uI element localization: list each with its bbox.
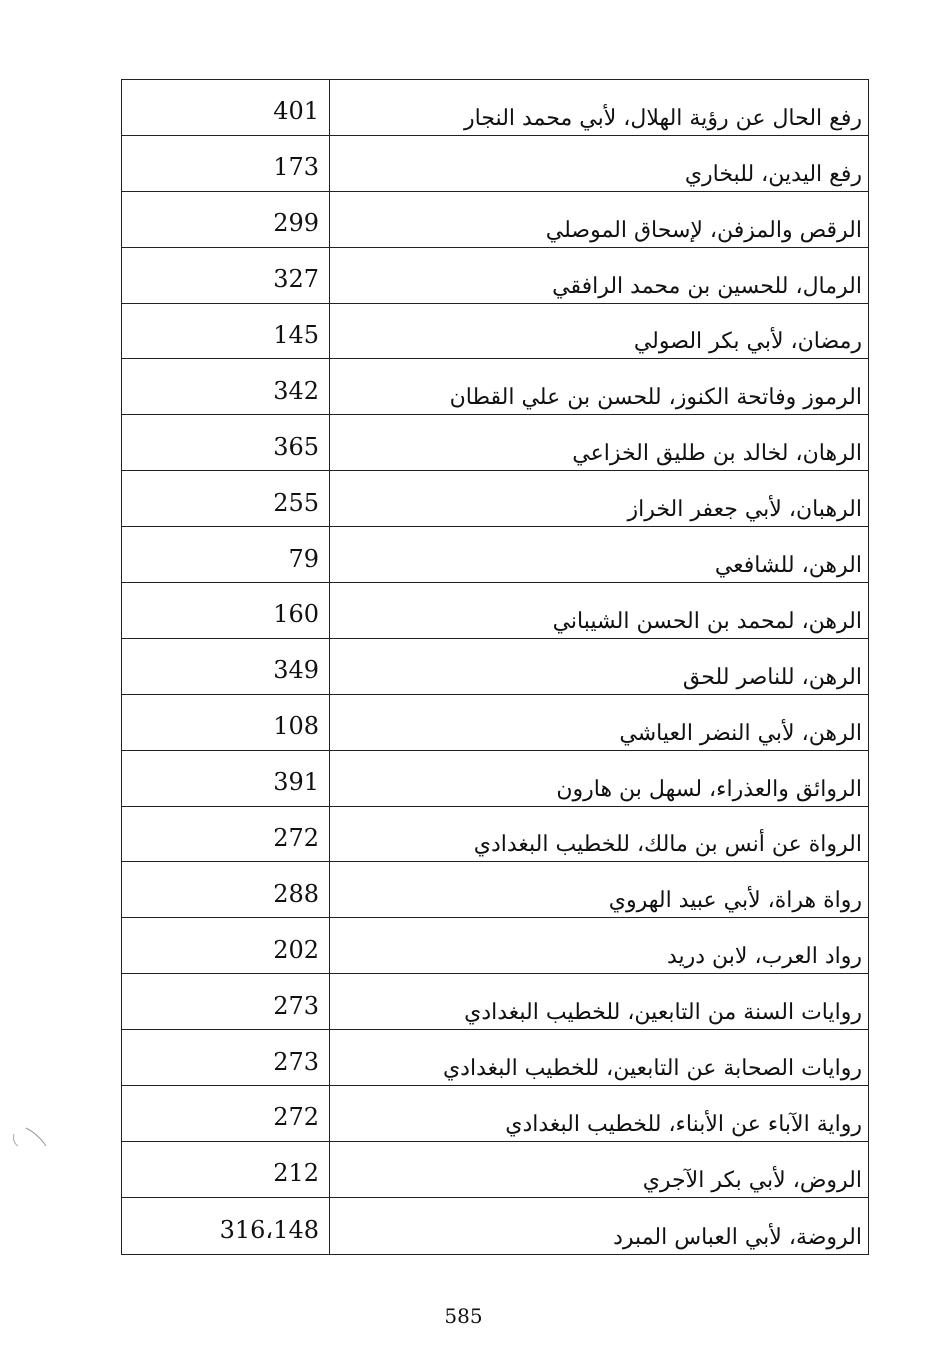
book-title: الرهن، للناصر للحق	[682, 664, 862, 690]
book-title: رواد العرب، لابن دريد	[666, 944, 862, 970]
book-title: الرهن، للشافعي	[714, 553, 862, 579]
page-ref: 212	[122, 1142, 330, 1197]
page-ref: 299	[122, 192, 330, 247]
book-title: الرواة عن أنس بن مالك، للخطيب البغدادي	[473, 832, 862, 858]
page-ref: 273	[122, 1030, 330, 1085]
page-ref: 145	[122, 304, 330, 359]
book-title: روايات الصحابة عن التابعين، للخطيب البغدادي	[442, 1056, 862, 1082]
table-row	[122, 527, 868, 583]
page-ref: 255	[122, 471, 330, 526]
book-title: رمضان، لأبي بكر الصولي	[633, 329, 862, 355]
page-ref: 160	[122, 583, 330, 638]
page-ref: 316،148	[122, 1198, 330, 1254]
table-row	[122, 192, 868, 248]
table-row	[122, 304, 868, 360]
page-ref: 173	[122, 136, 330, 191]
page-ref: 391	[122, 751, 330, 806]
table-row	[122, 807, 868, 863]
table-row	[122, 248, 868, 304]
table-row	[122, 862, 868, 918]
table-row	[122, 918, 868, 974]
table-row	[122, 974, 868, 1030]
page-ref: 365	[122, 415, 330, 470]
table-row	[122, 1142, 868, 1198]
page-ref: 108	[122, 695, 330, 750]
table-row	[122, 695, 868, 751]
book-title: الروائق والعذراء، لسهل بن هارون	[556, 776, 862, 802]
table-row	[122, 359, 868, 415]
book-title: رواية الآباء عن الأبناء، للخطيب البغدادي	[505, 1111, 862, 1137]
page-ref: 327	[122, 248, 330, 303]
table-row	[122, 751, 868, 807]
page-ref: 342	[122, 359, 330, 414]
page-ref: 202	[122, 918, 330, 973]
page-ref: 273	[122, 974, 330, 1029]
table-row	[122, 136, 868, 192]
book-title: الرمال، للحسين بن محمد الرافقي	[552, 273, 862, 299]
table-row	[122, 471, 868, 527]
book-title: رفع اليدين، للبخاري	[684, 161, 862, 187]
book-title: رفع الحال عن رؤية الهلال، لأبي محمد النجار	[464, 105, 862, 131]
page-ref: 79	[122, 527, 330, 582]
table-row	[122, 1086, 868, 1142]
book-title: الروضة، لأبي العباس المبرد	[613, 1224, 862, 1250]
book-title: الرهن، لأبي النضر العياشي	[619, 720, 862, 746]
table-row	[122, 415, 868, 471]
book-title: الرقص والمزفن، لإسحاق الموصلي	[545, 217, 862, 243]
book-title: الروض، لأبي بكر الآجري	[642, 1167, 862, 1193]
table-row	[122, 1198, 868, 1254]
book-title: رواة هراة، لأبي عبيد الهروي	[608, 888, 862, 914]
index-table	[121, 79, 869, 1255]
page-ref: 401	[122, 80, 330, 135]
page-ref: 272	[122, 1086, 330, 1141]
scan-mark	[8, 1124, 48, 1154]
page-ref: 288	[122, 862, 330, 917]
book-title: الرهن، لمحمد بن الحسن الشيباني	[552, 608, 862, 634]
table-row	[122, 1030, 868, 1086]
table-row	[122, 583, 868, 639]
book-title: الرهان، لخالد بن طليق الخزاعي	[572, 441, 862, 467]
book-title: الرهبان، لأبي جعفر الخراز	[627, 497, 862, 523]
book-title: روايات السنة من التابعين، للخطيب البغدادي	[464, 1000, 862, 1026]
table-row	[122, 639, 868, 695]
page-ref: 349	[122, 639, 330, 694]
book-title: الرموز وفاتحة الكنوز، للحسن بن علي القطان	[449, 385, 862, 411]
page-ref: 272	[122, 807, 330, 862]
page-number: 585	[444, 1304, 483, 1328]
table-row	[122, 80, 868, 136]
